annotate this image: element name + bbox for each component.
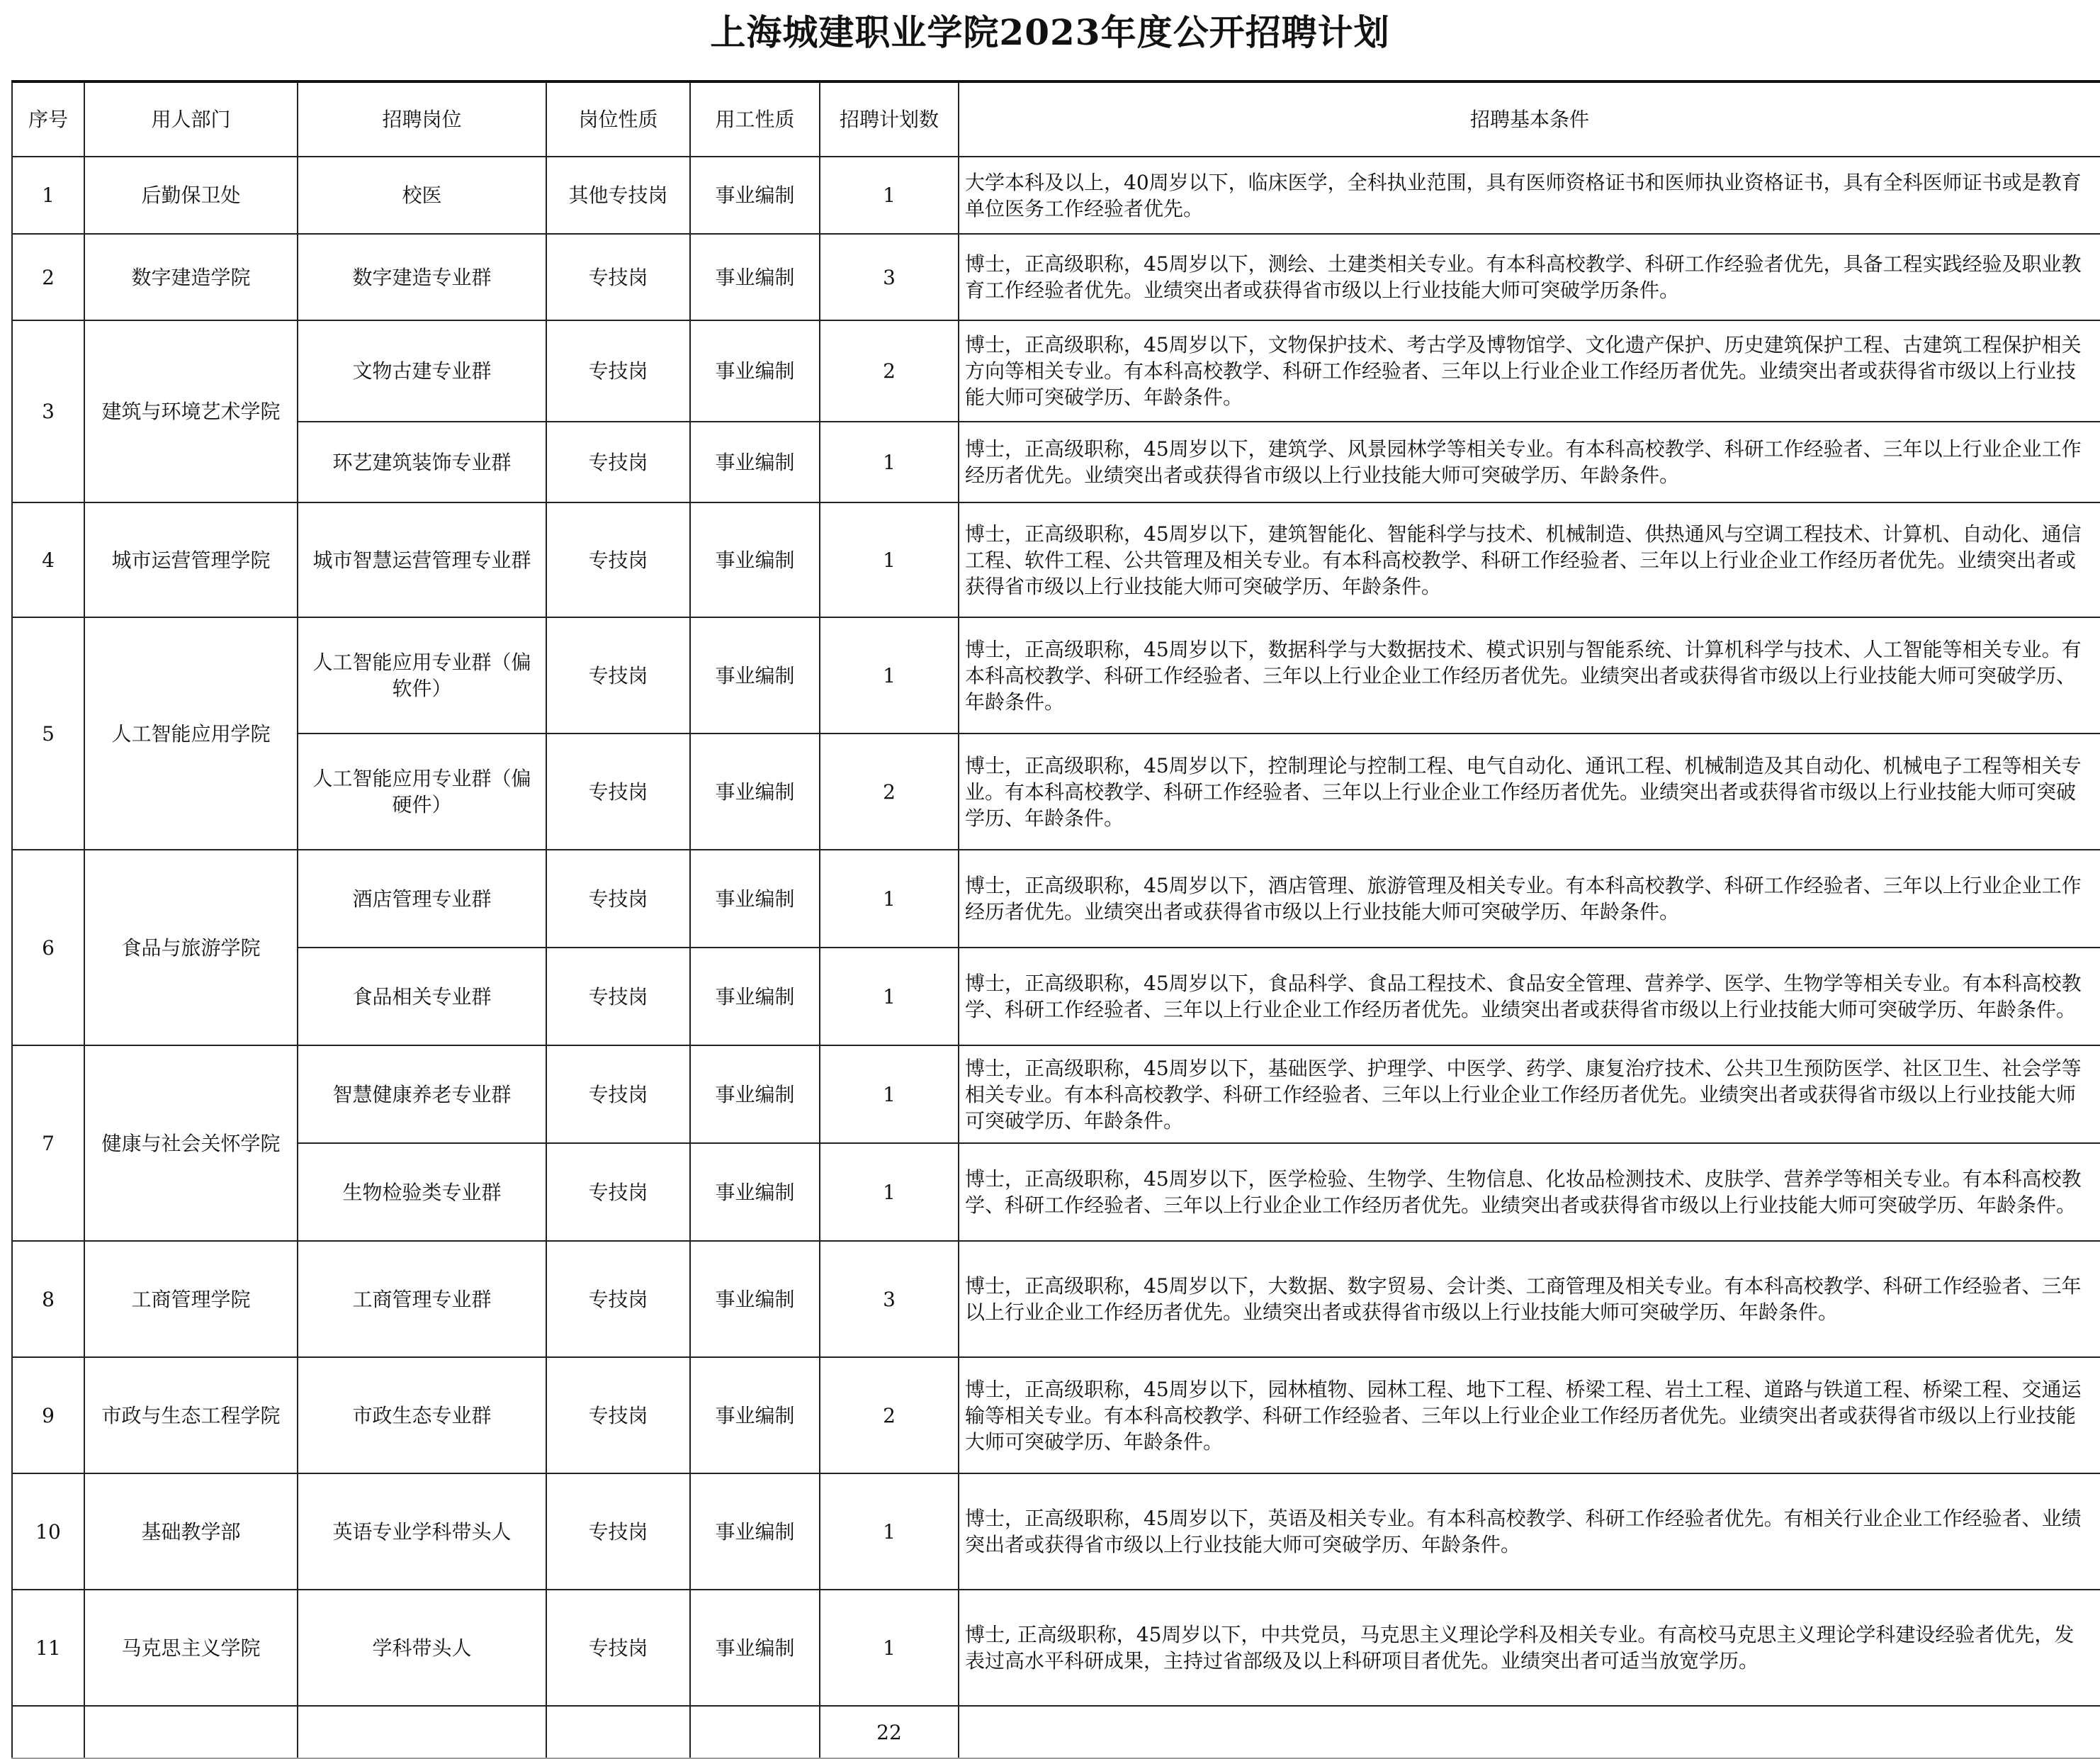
row-index: 6 [12,850,84,1045]
row-count: 3 [820,1241,959,1357]
row-employment: 事业编制 [690,1473,820,1590]
row-position: 学科带头人 [298,1590,546,1706]
header-department: 用人部门 [84,82,298,157]
row-requirements: 博士，正高级职称，45周岁以下，食品科学、食品工程技术、食品安全管理、营养学、医学、生物学等相关专业。有本科高校教学、科研工作经验者、三年以上行业企业工作经历者优先。业绩突出者或获得省市级以上行业技能大师可突破学历、年龄条件。 [959,948,2100,1045]
row-employment: 事业编制 [690,1143,820,1241]
table-row [12,320,2100,422]
row-requirements: 博士，正高级职称，45周岁以下，基础医学、护理学、中医学、药学、康复治疗技术、公共卫生预防医学、社区卫生、社会学等相关专业。有本科高校教学、科研工作经验者、三年以上行业企业工作经历者优先。业绩突出者或获得省市级以上行业技能大师可突破学历、年龄条件。 [959,1045,2100,1143]
row-position: 工商管理专业群 [298,1241,546,1357]
row-requirements: 博士，正高级职称，45周岁以下，大数据、数字贸易、会计类、工商管理及相关专业。有本科高校教学、科研工作经验者、三年以上行业企业工作经历者优先。业绩突出者或获得省市级以上行业技能大师可突破学历、年龄条件。 [959,1241,2100,1357]
total-position-cell [298,1706,546,1758]
row-index: 9 [12,1357,84,1473]
row-position-type: 专技岗 [546,850,690,948]
row-position-type: 专技岗 [546,422,690,502]
total-count: 22 [820,1706,959,1758]
row-position-type: 专技岗 [546,1357,690,1473]
row-index: 10 [12,1473,84,1590]
row-position: 校医 [298,157,546,234]
row-position-type: 专技岗 [546,502,690,617]
row-position: 文物古建专业群 [298,320,546,422]
row-count: 1 [820,1590,959,1706]
row-index: 4 [12,502,84,617]
row-count: 2 [820,1357,959,1473]
table-row [12,502,2100,617]
row-count: 1 [820,422,959,502]
row-employment: 事业编制 [690,850,820,948]
row-position-type: 专技岗 [546,1045,690,1143]
table-row [12,617,2100,734]
row-count: 1 [820,157,959,234]
row-requirements: 博士，正高级职称，45周岁以下，数据科学与大数据技术、模式识别与智能系统、计算机科学与技术、人工智能等相关专业。有本科高校教学、科研工作经验者、三年以上行业企业工作经历者优先。业绩突出者或获得省市级以上行业技能大师可突破学历、年龄条件。 [959,617,2100,734]
table-row [12,850,2100,948]
row-index: 5 [12,617,84,850]
row-count: 1 [820,1045,959,1143]
row-requirements: 博士，正高级职称，45周岁以下，建筑学、风景园林学等相关专业。有本科高校教学、科研工作经验者、三年以上行业企业工作经历者优先。业绩突出者或获得省市级以上行业技能大师可突破学历、年龄条件。 [959,422,2100,502]
row-department: 健康与社会关怀学院 [84,1045,298,1241]
row-employment: 事业编制 [690,320,820,422]
row-position-type: 专技岗 [546,1590,690,1706]
row-department: 食品与旅游学院 [84,850,298,1045]
row-position-type: 专技岗 [546,617,690,734]
row-employment: 事业编制 [690,1590,820,1706]
table-row [12,734,2100,850]
row-requirements: 博士，正高级职称，45周岁以下，控制理论与控制工程、电气自动化、通讯工程、机械制造及其自动化、机械电子工程等相关专业。有本科高校教学、科研工作经验者、三年以上行业企业工作经历者优先。业绩突出者或获得省市级以上行业技能大师可突破学历、年龄条件。 [959,734,2100,850]
row-position: 市政生态专业群 [298,1357,546,1473]
row-position-type: 专技岗 [546,948,690,1045]
row-count: 3 [820,234,959,320]
row-position-type: 专技岗 [546,1241,690,1357]
row-count: 1 [820,850,959,948]
row-count: 1 [820,1143,959,1241]
row-requirements: 大学本科及以上，40周岁以下，临床医学，全科执业范围，具有医师资格证书和医师执业资格证书，具有全科医师证书或是教育单位医务工作经验者优先。 [959,157,2100,234]
row-count: 1 [820,1473,959,1590]
row-position: 食品相关专业群 [298,948,546,1045]
table-row [12,422,2100,502]
row-position-type: 专技岗 [546,1143,690,1241]
recruitment-plan-table [11,80,2100,1759]
row-requirements: 博士, 正高级职称，45周岁以下，中共党员，马克思主义理论学科及相关专业。有高校马克思主义理论学科建设经验者优先，发表过高水平科研成果，主持过省部级及以上科研项目者优先。业绩突出者可适当放宽学历。 [959,1590,2100,1706]
total-department-cell [84,1706,298,1758]
table-row [12,1241,2100,1357]
row-index: 1 [12,157,84,234]
total-row [12,1706,2100,1758]
row-count: 1 [820,948,959,1045]
row-position-type: 专技岗 [546,320,690,422]
table-row [12,1473,2100,1590]
row-count: 1 [820,617,959,734]
table-row [12,1357,2100,1473]
row-department: 基础教学部 [84,1473,298,1590]
header-position: 招聘岗位 [298,82,546,157]
row-count: 2 [820,320,959,422]
row-count: 1 [820,502,959,617]
row-position: 城市智慧运营管理专业群 [298,502,546,617]
row-requirements: 博士，正高级职称，45周岁以下，英语及相关专业。有本科高校教学、科研工作经验者优先。有相关行业企业工作经验者、业绩突出者或获得省市级以上行业技能大师可突破学历、年龄条件。 [959,1473,2100,1590]
header-employment: 用工性质 [690,82,820,157]
row-employment: 事业编制 [690,1045,820,1143]
row-position-type: 专技岗 [546,734,690,850]
row-position: 人工智能应用专业群（偏硬件） [298,734,546,850]
row-department: 马克思主义学院 [84,1590,298,1706]
row-position: 智慧健康养老专业群 [298,1045,546,1143]
row-requirements: 博士，正高级职称，45周岁以下，文物保护技术、考古学及博物馆学、文化遗产保护、历史建筑保护工程、古建筑工程保护相关方向等相关专业。有本科高校教学、科研工作经验者、三年以上行业企业工作经历者优先。业绩突出者或获得省市级以上行业技能大师可突破学历、年龄条件。 [959,320,2100,422]
row-index: 8 [12,1241,84,1357]
total-employment-cell [690,1706,820,1758]
table-row [12,157,2100,234]
header-requirements: 招聘基本条件 [959,82,2100,157]
row-employment: 事业编制 [690,234,820,320]
row-count: 2 [820,734,959,850]
row-index: 11 [12,1590,84,1706]
row-employment: 事业编制 [690,502,820,617]
table-row [12,1143,2100,1241]
row-index: 2 [12,234,84,320]
row-position-type: 专技岗 [546,234,690,320]
table-row [12,1590,2100,1706]
row-employment: 事业编制 [690,617,820,734]
row-position: 环艺建筑装饰专业群 [298,422,546,502]
table-header-row [12,82,2100,157]
row-department: 后勤保卫处 [84,157,298,234]
row-department: 工商管理学院 [84,1241,298,1357]
row-requirements: 博士，正高级职称，45周岁以下，园林植物、园林工程、地下工程、桥梁工程、岩土工程、道路与铁道工程、桥梁工程、交通运输等相关专业。有本科高校教学、科研工作经验者、三年以上行业企业工作经历者优先。业绩突出者或获得省市级以上行业技能大师可突破学历、年龄条件。 [959,1357,2100,1473]
row-employment: 事业编制 [690,1357,820,1473]
page-title: 上海城建职业学院2023年度公开招聘计划 [710,11,1390,53]
row-position: 英语专业学科带头人 [298,1473,546,1590]
row-requirements: 博士，正高级职称，45周岁以下，酒店管理、旅游管理及相关专业。有本科高校教学、科研工作经验者、三年以上行业企业工作经历者优先。业绩突出者或获得省市级以上行业技能大师可突破学历、年龄条件。 [959,850,2100,948]
row-department: 城市运营管理学院 [84,502,298,617]
total-index-cell [12,1706,84,1758]
row-position: 人工智能应用专业群（偏软件） [298,617,546,734]
row-position-type: 专技岗 [546,1473,690,1590]
row-index: 7 [12,1045,84,1241]
row-employment: 事业编制 [690,157,820,234]
table-row [12,1045,2100,1143]
row-department: 人工智能应用学院 [84,617,298,850]
row-employment: 事业编制 [690,422,820,502]
row-employment: 事业编制 [690,734,820,850]
row-department: 数字建造学院 [84,234,298,320]
row-position: 酒店管理专业群 [298,850,546,948]
total-type-cell [546,1706,690,1758]
row-employment: 事业编制 [690,1241,820,1357]
table-row [12,948,2100,1045]
row-position: 生物检验类专业群 [298,1143,546,1241]
total-requirements-cell [959,1706,2100,1758]
header-count: 招聘计划数 [820,82,959,157]
row-requirements: 博士，正高级职称，45周岁以下，建筑智能化、智能科学与技术、机械制造、供热通风与空调工程技术、计算机、自动化、通信工程、软件工程、公共管理及相关专业。有本科高校教学、科研工作经验者、三年以上行业企业工作经历者优先。业绩突出者或获得省市级以上行业技能大师可突破学历、年龄条件。 [959,502,2100,617]
row-department: 市政与生态工程学院 [84,1357,298,1473]
row-index: 3 [12,320,84,502]
header-index: 序号 [12,82,84,157]
row-position: 数字建造专业群 [298,234,546,320]
row-requirements: 博士，正高级职称，45周岁以下，测绘、土建类相关专业。有本科高校教学、科研工作经验者优先，具备工程实践经验及职业教育工作经验者优先。业绩突出者或获得省市级以上行业技能大师可突破学历条件。 [959,234,2100,320]
row-requirements: 博士，正高级职称，45周岁以下，医学检验、生物学、生物信息、化妆品检测技术、皮肤学、营养学等相关专业。有本科高校教学、科研工作经验者、三年以上行业企业工作经历者优先。业绩突出者或获得省市级以上行业技能大师可突破学历、年龄条件。 [959,1143,2100,1241]
row-position-type: 其他专技岗 [546,157,690,234]
table-row [12,234,2100,320]
header-position-type: 岗位性质 [546,82,690,157]
row-employment: 事业编制 [690,948,820,1045]
row-department: 建筑与环境艺术学院 [84,320,298,502]
